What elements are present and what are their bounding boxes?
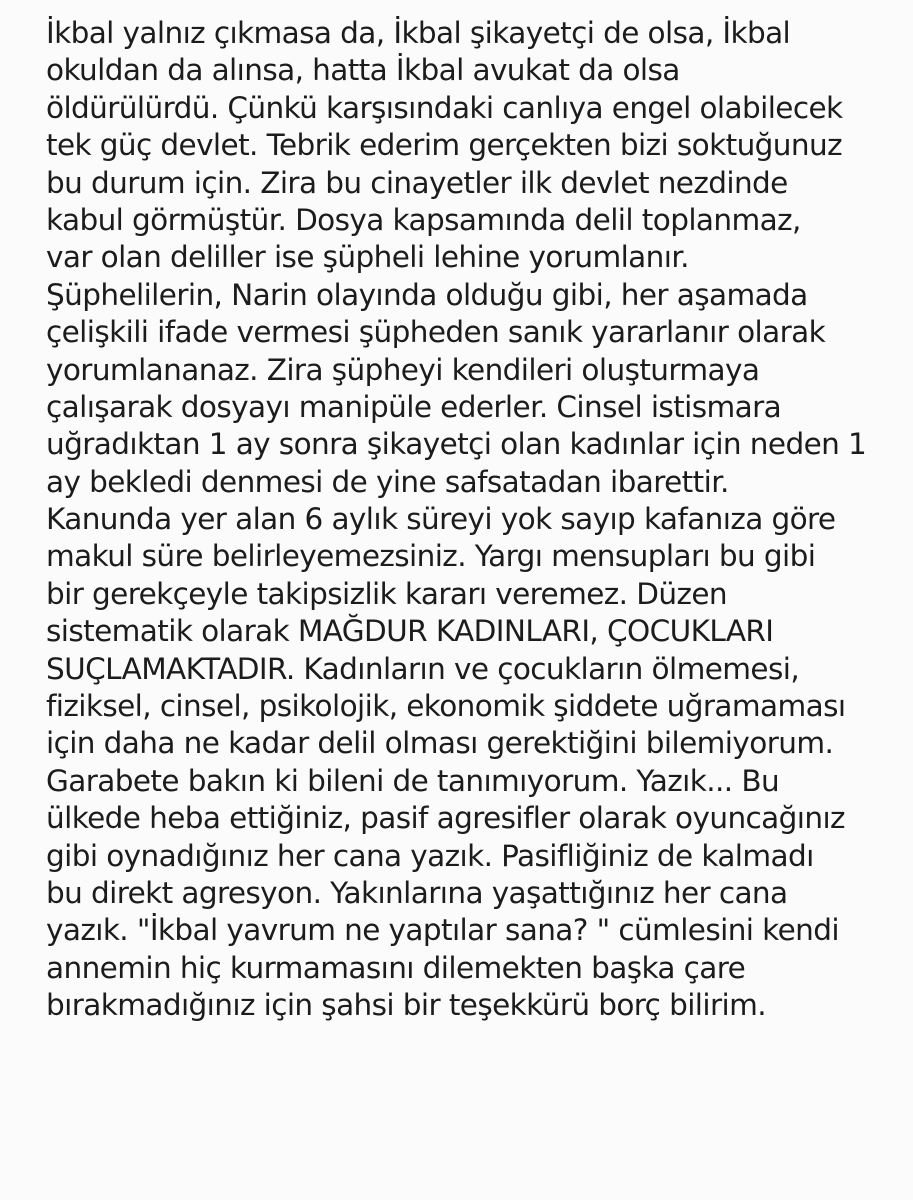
text-line: İkbal yalnız çıkmasa da, İkbal şikayetçi de olsa, İkbal xyxy=(46,16,791,50)
text-line: uğradıktan 1 ay sonra şikayetçi olan kadınlar için neden 1 xyxy=(46,427,867,462)
text-line: Kanunda yer alan 6 aylık süreyi yok sayıp kafanıza göre xyxy=(46,502,836,537)
text-line: bırakmadığınız için şahsi bir teşekkürü borç bilirim. xyxy=(46,988,767,1023)
text-line: bu durum için. Zira bu cinayetler ilk devlet nezdinde xyxy=(46,165,788,200)
text-line: için daha ne kadar delil olması gerektiğini bilemiyorum. xyxy=(46,726,834,761)
text-line: öldürülürdü. Çünkü karşısındaki canlıya engel olabilecek xyxy=(46,90,843,125)
text-line: ülkede heba ettiğiniz, pasif agresifler olarak oyuncağınız xyxy=(46,801,845,836)
text-line: gibi oynadığınız her cana yazık. Pasifliğiniz de kalmadı xyxy=(46,838,814,873)
text-line: çalışarak dosyayı manipüle ederler. Cinsel istismara xyxy=(46,389,782,424)
text-line: çelişkili ifade vermesi şüpheden sanık yararlanır olarak xyxy=(46,315,826,350)
text-line: okuldan da alınsa, hatta İkbal avukat da olsa xyxy=(46,53,680,88)
text-line: bir gerekçeyle takipsizlik kararı veremez. Düzen xyxy=(46,576,727,611)
text-line: yazık. "İkbal yavrum ne yaptılar sana? " cümlesini kendi xyxy=(46,913,839,948)
body-text xyxy=(46,15,906,1025)
text-line: tek güç devlet. Tebrik ederim gerçekten bizi soktuğunuz xyxy=(46,128,842,163)
text-line: makul süre belirleyemezsiniz. Yargı mensupları bu gibi xyxy=(46,539,816,574)
text-line: yorumlananaz. Zira şüpheyi kendileri oluşturmaya xyxy=(46,352,760,387)
text-line: sistematik olarak MAĞDUR KADINLARI, ÇOCUKLARI xyxy=(46,614,774,649)
text-line: Garabete bakın ki bileni de tanımıyorum. Yazık... Bu xyxy=(46,763,780,798)
text-line: bu direkt agresyon. Yakınlarına yaşattığınız her cana xyxy=(46,875,788,910)
text-line: ay bekledi denmesi de yine safsatadan ibarettir. xyxy=(46,464,729,499)
text-line: kabul görmüştür. Dosya kapsamında delil toplanmaz, xyxy=(46,202,801,237)
text-line: annemin hiç kurmamasını dilemekten başka çare xyxy=(46,950,746,985)
text-line: var olan deliller ise şüpheli lehine yorumlanır. xyxy=(46,240,689,275)
text-line: Şüphelilerin, Narin olayında olduğu gibi, her aşamada xyxy=(46,277,808,312)
text-line: fiziksel, cinsel, psikolojik, ekonomik şiddete uğramaması xyxy=(46,689,846,724)
text-line: SUÇLAMAKTADIR. Kadınların ve çocukların ölmemesi, xyxy=(46,651,800,686)
